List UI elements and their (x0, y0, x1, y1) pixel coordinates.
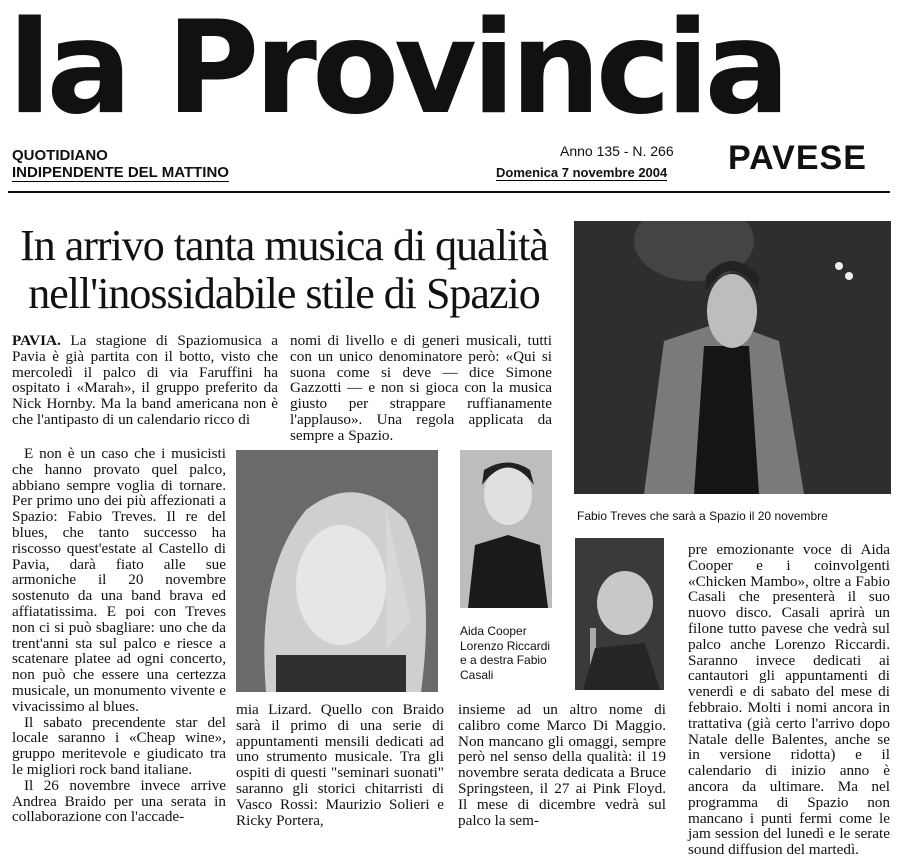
headline-line1: In arrivo tanta musica di qualità (20, 221, 548, 270)
headline-line2: nell'inossidabile stile di Spazio (28, 269, 540, 318)
lead-column-1 (12, 333, 278, 428)
issue-number: Anno 135 - N. 266 (560, 143, 674, 159)
photo-fabio-casali (575, 538, 664, 690)
body-column-3: insieme ad un altro nome di calibro come Marco Di Maggio. Non mancano gli omaggi, sempre però nel senso della qualità: il 19 novembre serata dedicata a Bruce Springsteen, il 27 ai Pink Floyd. Il mese di dicembre vedrà sul palco la sem- (458, 701, 666, 829)
masthead-subtitle (12, 147, 229, 182)
photo-fabio-treves (574, 221, 891, 494)
photo-aida-cooper (236, 450, 438, 692)
photo-placeholder-icon (236, 450, 438, 692)
masthead-subtitle-line2: INDIPENDENTE DEL MATTINO (12, 164, 229, 181)
caption-treves: Fabio Treves che sarà a Spazio il 20 novembre (577, 509, 828, 523)
photo-placeholder-icon (574, 221, 891, 494)
body-paragraph: Il sabato precendente star del locale saranno i «Cheap wine», gruppo meritevole e giudicato tra le migliori rock band italiane. (12, 713, 226, 778)
photo-lorenzo-riccardi (460, 450, 552, 608)
masthead-region: PAVESE (728, 139, 867, 177)
photo-placeholder-icon (460, 450, 552, 608)
masthead-subtitle-line1: QUOTIDIANO (12, 147, 108, 164)
body-paragraph: Il 26 novembre invece arrive Andrea Braido per una serata in collaborazione con l'accade- (12, 776, 226, 826)
article-headline (10, 222, 558, 318)
issue-date: Domenica 7 novembre 2004 (496, 165, 668, 180)
lead-column-2: nomi di livello e di generi musicali, tutti con un unico denominatore però: «Qui si suona come si deve — dice Simone Gazzotti — e non si gioca con la musica giusto per strappare ruffianamente l'applauso». Una regola applicata da sempre a Spazio. (290, 332, 552, 444)
body-column-4: pre emozionante voce di Aida Cooper e i coinvolgenti «Chicken Mambo», oltre a Fabio Casali che presenterà il suo nuovo disco. Casali aprirà un filone tutto pavese che vedrà sul palco anche Lorenzo Riccardi. Saranno invece dedicati ai cantautori gli appuntamenti di venerdì e di sabato del mese di febbraio. Molti i nomi ancora in trattativa (già certo l'arrivo dopo Natale delle Balentes, anche se in versione ridotta) e il calendario di inizio anno è ancora da ultimare. Ma nel programma di Spazio non mancano i punti fermi come le jam session del lunedì e le serate sound diffusion del martedì. (688, 541, 890, 858)
lead-text-1: La stagione di Spaziomusica a Pavia è già partita con il botto, visto che mercoledì il palco di via Faruffini ha ospitato i «Marah», il gruppo preferito da Nick Hornby. Ma la band americana non è che l'antipasto di un calendario ricco di (12, 332, 278, 428)
masthead-title: la Provincia (8, 0, 786, 143)
caption-group: Aida Cooper Lorenzo Riccardi e a destra Fabio Casali (460, 624, 551, 682)
photo-placeholder-icon (575, 538, 664, 690)
body-column-2: mia Lizard. Quello con Braido sarà il primo di una serie di appuntamenti mensili dedicati ad uno strumento musicale. Tra gli ospiti di questi "seminari suonati" saranno gli storici chitarristi di Vasco Rossi: Maurizio Solieri e Ricky Portera, (236, 701, 444, 829)
dateline: PAVIA. (12, 332, 61, 349)
masthead-rule (8, 191, 890, 193)
body-paragraph: E non è un caso che i musicisti che hanno provato quel palco, abbiano sempre voglia di tornare. Per primo uno dei più affezionati a Spazio: Fabio Treves. Il re del blues, che tanto successo ha riscosso quest'estate al Castello di Pavia, darà fiato alle sue armoniche il 20 novembre sostenuto da una band brava ed affiatatissima. E poi con Treves non ci si può sbagliare: uno che da trent'anni sta sul palco e riesce a scatenare platee ad ogni concerto, non può che essere una certezza musicale, un monumento vivente e vivacissimo al blues. (12, 445, 226, 715)
body-column-1 (12, 446, 226, 825)
